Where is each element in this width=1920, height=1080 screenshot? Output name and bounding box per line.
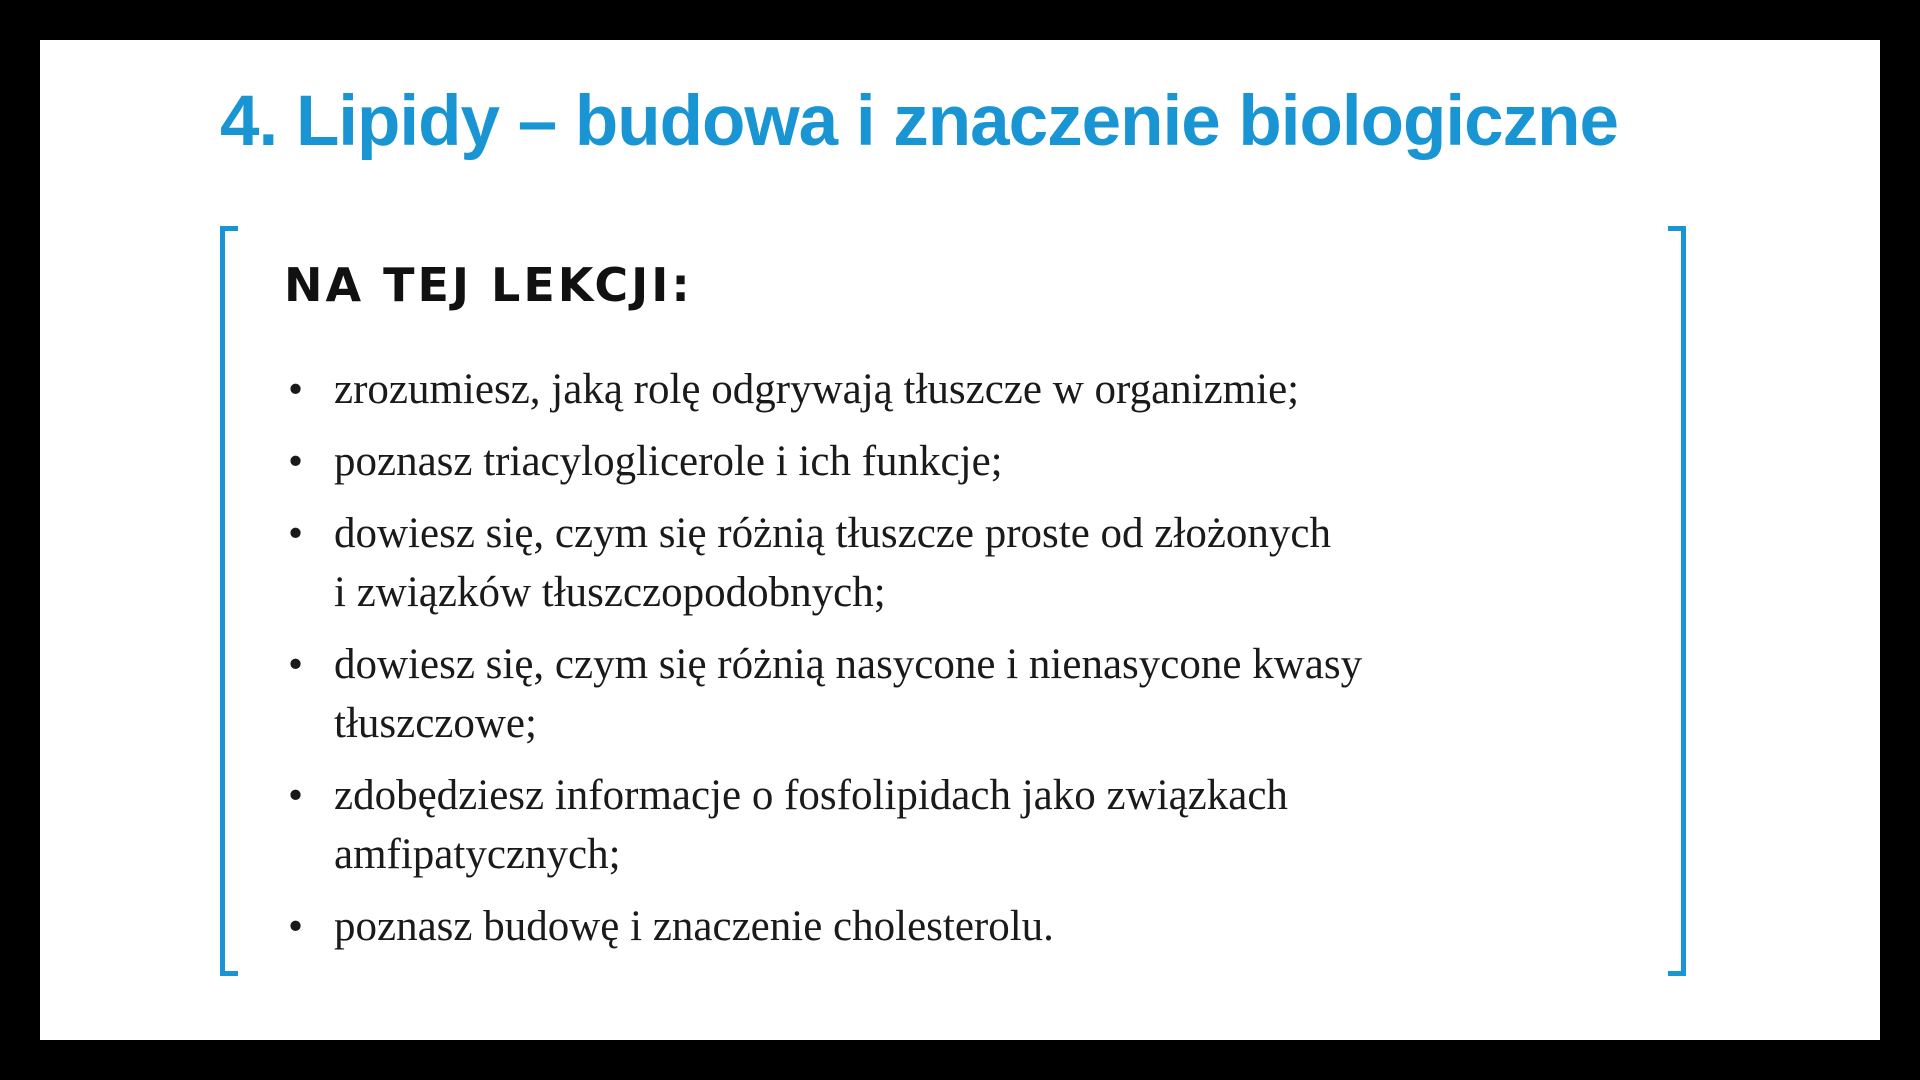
lesson-goals-heading: NA TEJ LEKCJI: [284, 258, 693, 312]
left-bracket [220, 226, 238, 976]
bullet-icon: • [288, 641, 304, 688]
lesson-goals-list [284, 360, 1564, 969]
goal-item-line: i związków tłuszczopodobnych; [334, 569, 886, 616]
bullet-icon: • [288, 438, 304, 485]
goal-item-line: zdobędziesz informacje o fosfolipidach jako związkach [334, 772, 1288, 819]
goal-item-6 [284, 897, 1564, 956]
bullet-icon: • [288, 510, 304, 557]
goal-item-line: dowiesz się, czym się różnią nasycone i nienasycone kwasy [334, 641, 1363, 688]
goal-item-2 [284, 432, 1564, 491]
goal-item-4 [284, 635, 1564, 753]
bullet-icon: • [288, 772, 304, 819]
goal-item-line: poznasz budowę i znaczenie cholesterolu. [334, 903, 1054, 950]
right-bracket [1668, 226, 1686, 976]
goal-item-1 [284, 360, 1564, 419]
goal-item-3 [284, 504, 1564, 622]
slide-title: 4. Lipidy – budowa i znaczenie biologiczne [220, 82, 1618, 161]
goal-item-line: dowiesz się, czym się różnią tłuszcze proste od złożonych [334, 510, 1331, 557]
goal-item-line: poznasz triacyloglicerole i ich funkcje; [334, 438, 1003, 485]
slide [40, 40, 1880, 1040]
goal-item-line: zrozumiesz, jaką rolę odgrywają tłuszcze w organizmie; [334, 366, 1300, 413]
goal-item-line: tłuszczowe; [334, 700, 537, 747]
goal-item-line: amfipatycznych; [334, 831, 621, 878]
goal-item-5 [284, 766, 1564, 884]
bullet-icon: • [288, 366, 304, 413]
bullet-icon: • [288, 903, 304, 950]
